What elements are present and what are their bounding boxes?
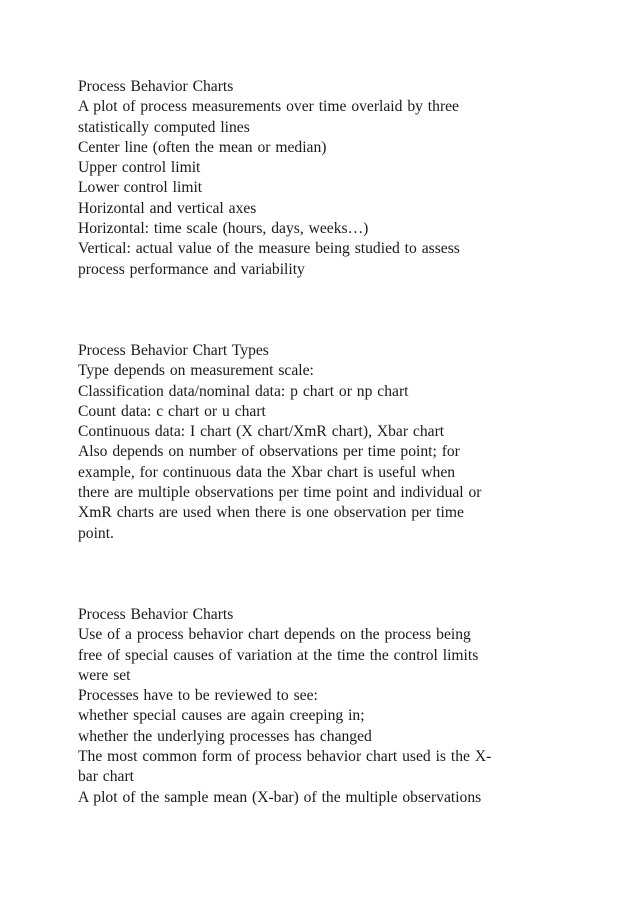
section-process-behavior-charts-use [78,605,618,808]
text-line: A plot of the sample mean (X-bar) of the multiple observations [78,788,482,806]
text-line: Horizontal and vertical axes [78,199,257,217]
text-line: there are multiple observations per time point and individual or [78,484,482,502]
text-line: Continuous data: I chart (X chart/XmR chart), Xbar chart [78,423,445,441]
text-line: Center line (often the mean or median) [78,138,327,156]
text-line: Lower control limit [78,179,203,197]
text-line: Also depends on number of observations per time point; for [78,443,460,461]
text-line: Vertical: actual value of the measure being studied to assess [78,240,460,258]
text-line: Horizontal: time scale (hours, days, weeks…) [78,220,369,238]
text-line: A plot of process measurements over time overlaid by three [78,98,459,116]
text-line: Type depends on measurement scale: [78,362,314,380]
text-line: Classification data/nominal data: p chart or np chart [78,382,409,400]
text-line: point. [78,524,114,542]
text-line: The most common form of process behavior chart used is the X- [78,748,492,766]
text-line: Use of a process behavior chart depends on the process being [78,626,471,644]
section-heading: Process Behavior Charts [78,78,234,95]
text-line: whether special causes are again creeping in; [78,707,365,725]
text-line: whether the underlying processes has changed [78,727,372,745]
text-line: Upper control limit [78,159,201,177]
text-line: XmR charts are used when there is one observation per time [78,504,464,522]
text-line: Processes have to be reviewed to see: [78,687,318,705]
text-line: statistically computed lines [78,118,250,136]
section-heading: Process Behavior Chart Types [78,342,269,359]
text-line: Count data: c chart or u chart [78,402,266,420]
text-line: free of special causes of variation at the time the control limits [78,646,479,664]
section-chart-types [78,341,618,544]
text-line: process performance and variability [78,260,305,278]
section-heading: Process Behavior Charts [78,606,234,623]
text-line: were set [78,666,131,684]
text-line: bar chart [78,768,134,786]
text-line: example, for continuous data the Xbar chart is useful when [78,463,456,481]
section-process-behavior-charts [78,77,618,280]
